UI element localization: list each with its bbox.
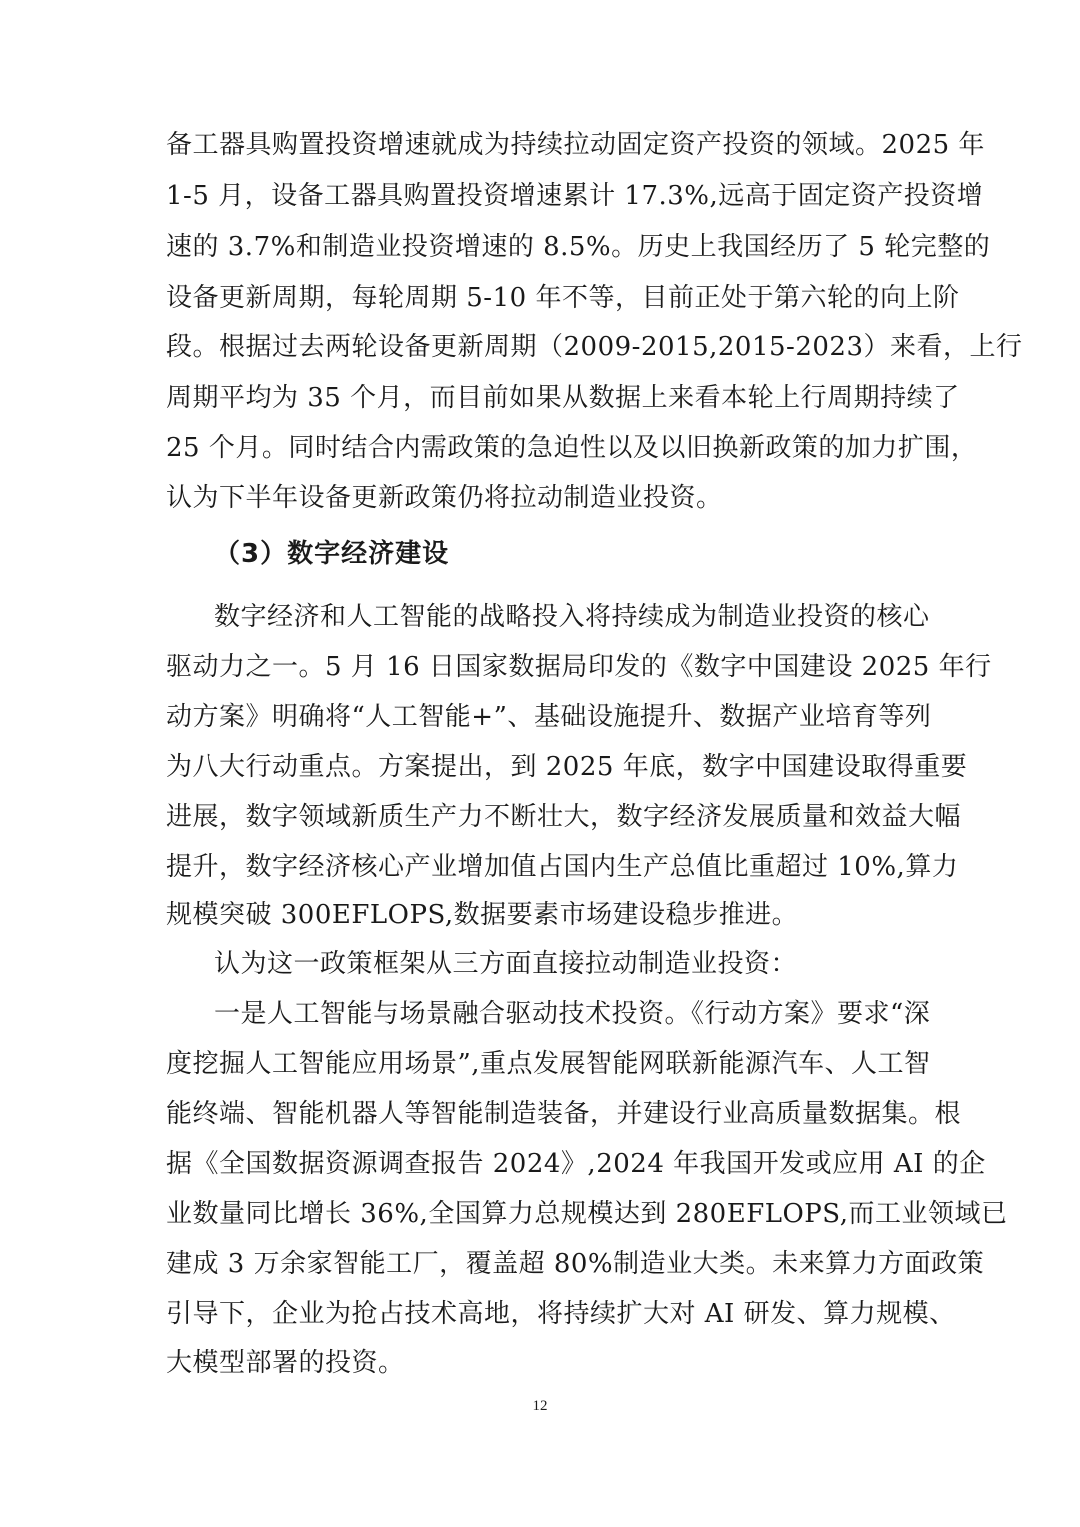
text-line: 据《全国数据资源调查报告 2024》,2024 年我国开发或应用 AI 的企 [166, 1149, 986, 1179]
section-heading: （3）数字经济建设 [214, 539, 450, 569]
text-line: 25 个月。同时结合内需政策的急迫性以及以旧换新政策的加力扩围， [166, 433, 978, 463]
text-line: 周期平均为 35 个月，而目前如果从数据上来看本轮上行周期持续了 [166, 383, 960, 413]
text-line: 段。根据过去两轮设备更新周期（2009-2015,2015-2023）来看，上行 [166, 332, 1023, 362]
text-line: 进展，数字领域新质生产力不断壮大，数字经济发展质量和效益大幅 [166, 802, 962, 832]
text-line: 认为这一政策框架从三方面直接拉动制造业投资： [214, 949, 798, 979]
page-number: 12 [532, 1398, 548, 1414]
text-line: 提升，数字经济核心产业增加值占国内生产总值比重超过 10%,算力 [166, 852, 959, 882]
text-line: 规模突破 300EFLOPS,数据要素市场建设稳步推进。 [166, 900, 799, 930]
text-line: 一是人工智能与场景融合驱动技术投资。《行动方案》要求“深 [214, 999, 931, 1029]
text-line: 驱动力之一。5 月 16 日国家数据局印发的《数字中国建设 2025 年行 [166, 652, 992, 682]
text-line: 设备更新周期，每轮周期 5-10 年不等，目前正处于第六轮的向上阶 [166, 283, 960, 313]
text-line: 备工器具购置投资增速就成为持续拉动固定资产投资的领域。2025 年 [166, 130, 985, 160]
text-line: 1-5 月，设备工器具购置投资增速累计 17.3%,远高于固定资产投资增 [166, 181, 984, 211]
text-line: 认为下半年设备更新政策仍将拉动制造业投资。 [166, 483, 723, 513]
text-line: 大模型部署的投资。 [166, 1348, 405, 1378]
text-line: 建成 3 万余家智能工厂，覆盖超 80%制造业大类。未来算力方面政策 [166, 1249, 985, 1279]
text-line: 动方案》明确将“人工智能+”、基础设施提升、数据产业培育等列 [166, 702, 932, 732]
text-line: 速的 3.7%和制造业投资增速的 8.5%。历史上我国经历了 5 轮完整的 [166, 232, 991, 262]
text-line: 数字经济和人工智能的战略投入将持续成为制造业投资的核心 [214, 602, 930, 632]
text-line: 能终端、智能机器人等智能制造装备，并建设行业高质量数据集。根 [166, 1099, 962, 1129]
text-line: 引导下，企业为抢占技术高地，将持续扩大对 AI 研发、算力规模、 [166, 1299, 956, 1329]
text-line: 度挖掘人工智能应用场景”,重点发展智能网联新能源汽车、人工智 [166, 1049, 931, 1079]
text-line: 业数量同比增长 36%,全国算力总规模达到 280EFLOPS,而工业领域已 [166, 1199, 1008, 1229]
text-line: 为八大行动重点。方案提出，到 2025 年底，数字中国建设取得重要 [166, 752, 968, 782]
